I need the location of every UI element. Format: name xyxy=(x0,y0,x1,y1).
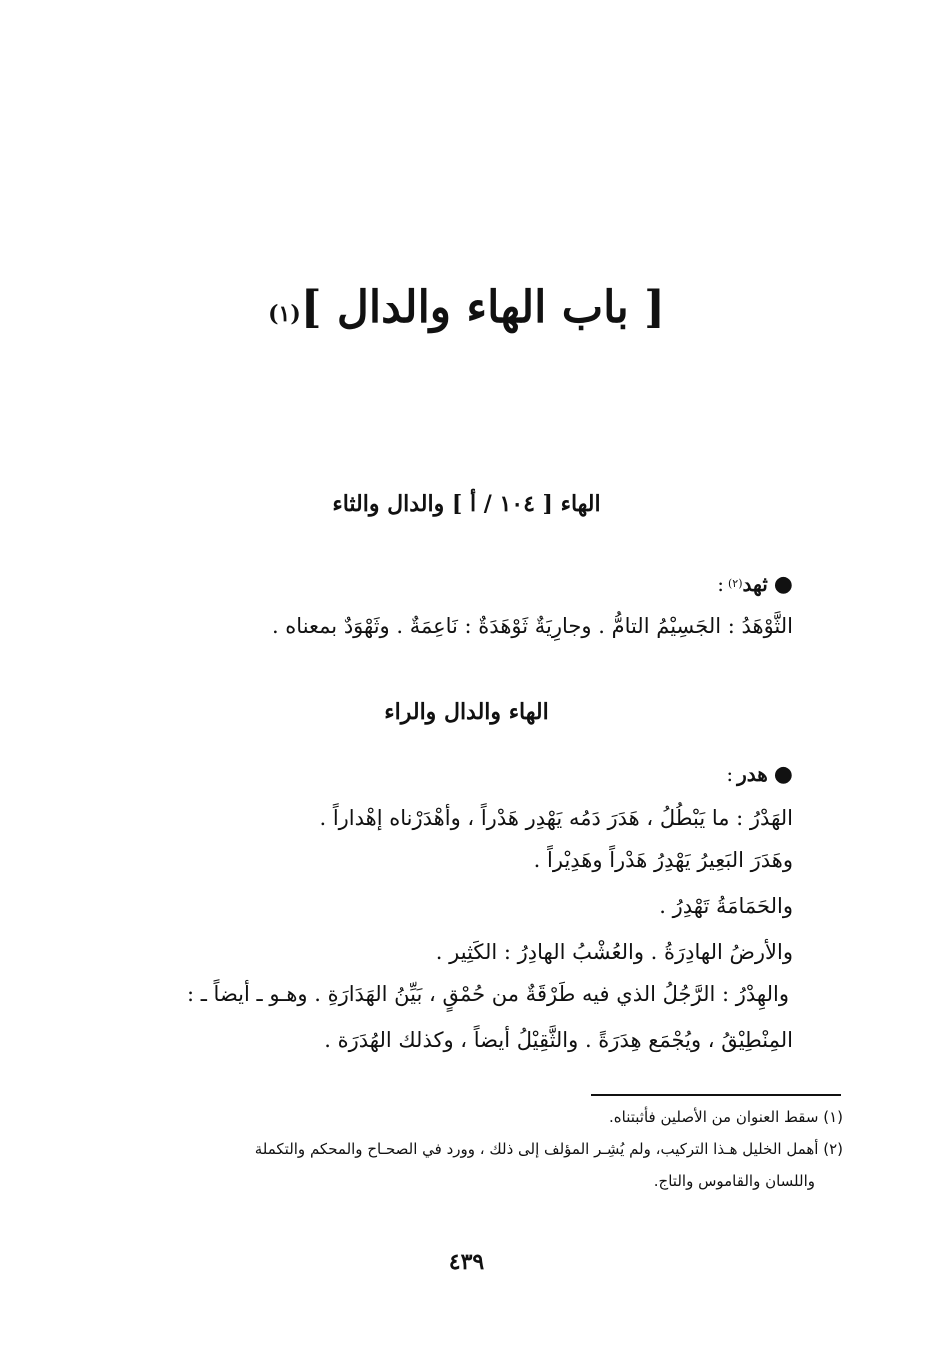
entry-text-line: والأرضُ الهادِرَةُ . والعُشْبُ الهادِرُ : الكَثِير . xyxy=(435,940,793,964)
entry-headword-hdr xyxy=(726,756,793,792)
headword-colon: : xyxy=(717,572,724,596)
headword-colon: : xyxy=(726,762,734,786)
title-footnote-marker: (١) xyxy=(268,301,301,327)
entry-text-line: الهَدْرُ : ما يَبْطُلُ ، هَدَرَ دَمُه يَهْدِر هَدْراً ، وأهْدَرْناه إهْداراً . xyxy=(319,806,793,830)
page-title-text: [ باب الهاء والدال ] xyxy=(300,282,665,333)
headword: هدر xyxy=(737,762,768,786)
footnote-1: (١) سقط العنوان من الأصلين فأثبتناه. xyxy=(609,1108,843,1126)
page-number: ٤٣٩ xyxy=(448,1249,485,1275)
bullet-icon: ● xyxy=(773,761,793,787)
entry-headword-thhd xyxy=(717,566,793,602)
page-title xyxy=(0,268,933,348)
footnote-divider xyxy=(591,1094,841,1096)
entry-text-line: والحَمَامَةُ تَهْدِرُ . xyxy=(659,894,793,918)
headword-footnote-marker: (٢) xyxy=(727,577,743,590)
entry-text-line: والهِدْرُ : الرَّجُلُ الذي فيه طَرْقَةٌ من حُمْقٍ ، بَيِّنُ الهَدَارَةِ . وهـو ـ أيضاً ـ : xyxy=(186,982,789,1006)
footnote-2-continuation: واللسان والقاموس والتاج. xyxy=(653,1172,815,1190)
entry-text-line: وهَدَرَ البَعِيرُ يَهْدِرُ هَدْراً وهَدِيْراً . xyxy=(533,848,793,872)
footnote-2: (٢) أهمل الخليل هـذا التركيب، ولم يُشِـر المؤلف إلى ذلك ، وورد في الصحـاح والمحكم والتكملة xyxy=(254,1140,843,1158)
section-heading-2: الهاء والدال والراء xyxy=(384,699,549,725)
headword: ثهد xyxy=(742,572,768,596)
entry-text-line: المِنْطِيْقُ ، ويُجْمَع هِدَرَةً . والثَّقِيْلُ أيضاً ، وكذلك الهُدَرَة . xyxy=(324,1028,793,1052)
section-heading-1: الهاء [ ١٠٤ / أ ] والدال والثاء xyxy=(332,491,601,517)
entry-text-line: الثَّوْهَدُ : الجَسِيْمُ التامُّ . وجارِيَةٌ ثَوْهَدَةٌ : نَاعِمَةٌ . وثَهْوَدٌ بمعناه . xyxy=(271,614,793,638)
bullet-icon: ● xyxy=(773,571,793,597)
